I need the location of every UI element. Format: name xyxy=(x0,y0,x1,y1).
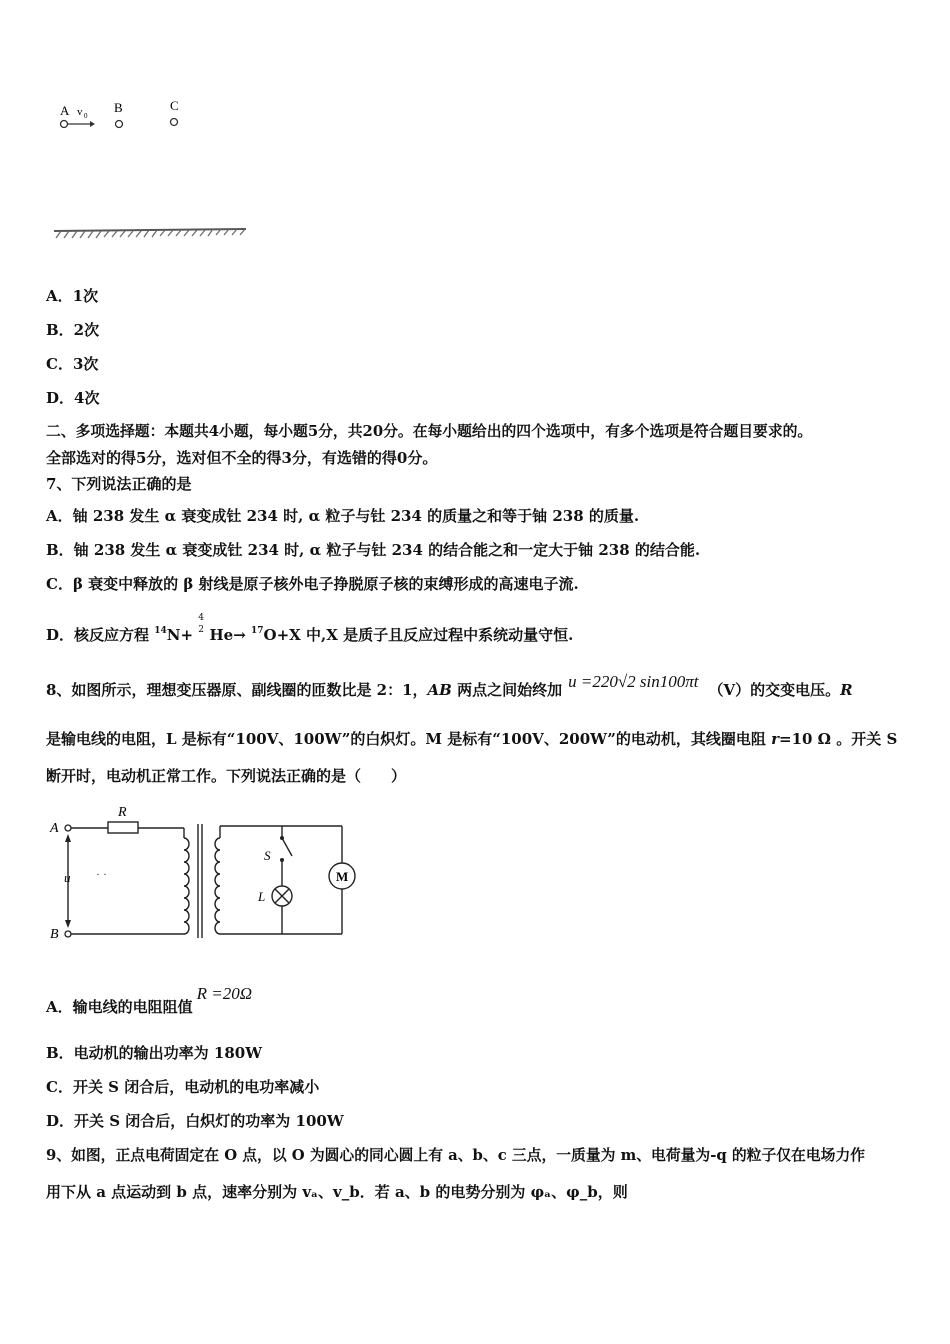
label-m: M xyxy=(336,869,349,884)
section-heading-line2: 全部选对的得5分，选对但不全的得3分，有选错的得0分。 xyxy=(46,449,438,467)
label-b: B xyxy=(114,100,123,115)
q7-d-he: He→ xyxy=(204,626,252,644)
resistor-r xyxy=(108,822,138,833)
switch-s xyxy=(282,838,292,856)
q8-a-text: A．输电线的电阻阻值 xyxy=(46,998,193,1016)
label-s: S xyxy=(264,848,271,863)
ball-b xyxy=(116,121,123,128)
q7-d-n: N+ xyxy=(166,626,199,644)
q9-stem-line1: 9、如图，正点电荷固定在 O 点，以 O 为圆心的同心圆上有 a、b、c 三点，一质量为 m、电荷量为-q 的粒子仅在电场力作 xyxy=(46,1147,866,1164)
label-r: R xyxy=(118,805,127,820)
secondary-coil xyxy=(215,838,220,934)
section-heading-line1: 二、多项选择题：本题共4小题，每小题5分，共20分。在每小题给出的四个选项中，有多个选项是符合题目要求的。 xyxy=(46,423,813,440)
q7-d-he-mass: 4 xyxy=(198,613,205,623)
q7-d-he-numbers xyxy=(198,613,205,641)
ground-hatch xyxy=(54,229,246,238)
label-u: u xyxy=(64,870,71,885)
q8-l2-pre: 是输电线的电阻，L 是标有“100V、100W”的白炽灯。M 是标有“100V、200W”的电动机，其线圈电阻 xyxy=(46,730,772,748)
q8-l1-r: R xyxy=(840,681,853,699)
label-v0: v xyxy=(77,106,83,118)
q8-option-a xyxy=(46,984,253,1017)
q7-d-o-mass: 17 xyxy=(251,626,264,636)
q7-option-c: C．β 衰变中释放的 β 射线是原子核外电子挣脱原子核的束缚形成的高速电子流. xyxy=(46,575,579,593)
label-b: B xyxy=(50,927,59,942)
terminal-b xyxy=(65,931,71,937)
ball-a xyxy=(61,121,68,128)
label-a: A xyxy=(60,103,70,118)
figure-transformer-circuit xyxy=(44,798,364,948)
q7-stem: 7、下列说法正确的是 xyxy=(46,475,192,493)
primary-coil xyxy=(184,838,189,934)
terminal-a xyxy=(65,825,71,831)
q7-option-a: A．铀 238 发生 α 衰变成钍 234 时, α 粒子与钍 234 的质量之和等于铀 238 的质量. xyxy=(46,507,640,525)
q8-option-b: B．电动机的输出功率为 180W xyxy=(46,1044,263,1062)
velocity-arrowhead xyxy=(90,121,95,127)
svg-text:· ·: · · xyxy=(96,867,107,881)
figure-balls xyxy=(50,95,260,245)
q8-option-d: D．开关 S 闭合后，白炽灯的功率为 100W xyxy=(46,1112,344,1130)
q7-option-d xyxy=(46,613,574,645)
q8-option-c: C．开关 S 闭合后，电动机的电功率减小 xyxy=(46,1078,320,1096)
q8-l1-ab: AB xyxy=(427,681,452,699)
q6-option-d: D．4次 xyxy=(46,389,100,407)
label-c: C xyxy=(170,98,179,113)
q8-stem-line3: 断开时，电动机正常工作。下列说法正确的是（ ） xyxy=(46,767,407,785)
q8-voltage-formula: u =220√2 sin100πt xyxy=(568,672,699,691)
q8-l1-mid: 两点之间始终加 xyxy=(451,681,563,699)
q8-a-formula: R =20Ω xyxy=(196,984,253,1003)
q7-d-he-charge: 2 xyxy=(198,625,205,635)
q8-l2-post: =10 Ω 。开关 S xyxy=(779,730,898,748)
q6-option-b: B．2次 xyxy=(46,321,100,339)
q9-stem-line2: 用下从 a 点运动到 b 点，速率分别为 vₐ、v_b．若 a、b 的电势分别为 φₐ、φ_b，则 xyxy=(46,1183,628,1201)
q6-option-c: C．3次 xyxy=(46,355,99,373)
label-a: A xyxy=(50,821,59,836)
q7-d-n-mass: 14 xyxy=(154,626,167,636)
q6-option-a: A．1次 xyxy=(46,287,99,305)
q7-d-prefix: D．核反应方程 xyxy=(46,626,155,644)
q7-option-b: B．铀 238 发生 α 衰变成钍 234 时, α 粒子与钍 234 的结合能之和一定大于铀 238 的结合能. xyxy=(46,541,701,559)
q8-l1-pre: 8、如图所示，理想变压器原、副线圈的匝数比是 2：1， xyxy=(46,681,428,699)
label-v0-sub: 0 xyxy=(84,112,88,120)
q8-l1-post: （V）的交变电压。 xyxy=(708,681,841,699)
q8-stem-line2 xyxy=(46,729,897,749)
q7-d-rest: O+X 中,X 是质子且反应过程中系统动量守恒. xyxy=(263,626,574,644)
q8-l2-r: r xyxy=(771,730,780,748)
label-l: L xyxy=(258,889,266,904)
ball-c xyxy=(171,119,178,126)
q8-stem-line1 xyxy=(46,672,853,700)
